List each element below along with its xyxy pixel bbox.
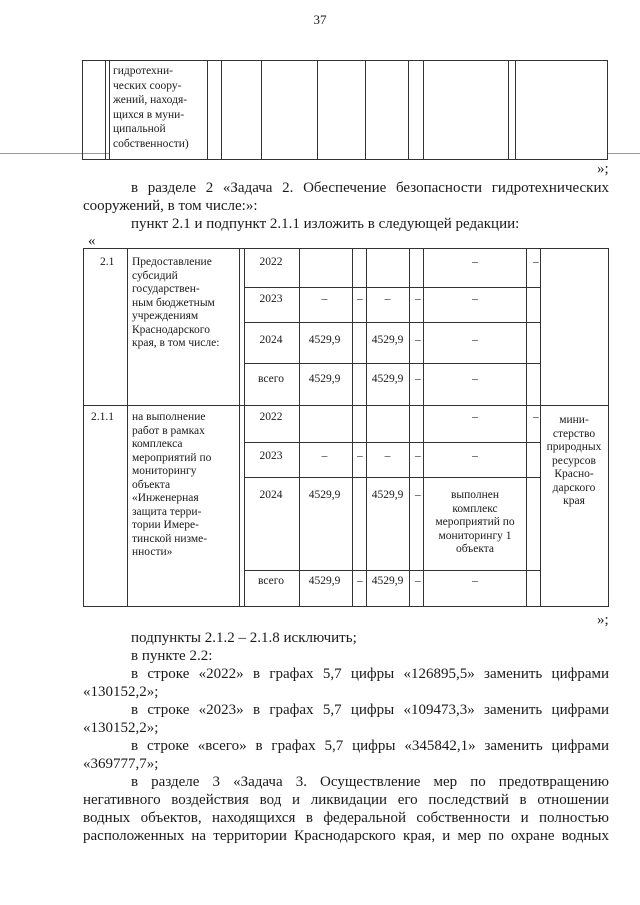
dash-cell: – (357, 450, 363, 462)
text-line: щихся в муни- (113, 108, 185, 121)
dash-cell: – (415, 575, 421, 587)
result-cell: – (472, 411, 478, 423)
total-cell: – (321, 293, 328, 305)
text-line: «Инженерная (132, 492, 199, 504)
paragraph-line: расположенных на территории Краснодарского края, и мер по охране водных (83, 828, 609, 844)
text-line: объекта (455, 543, 495, 555)
year-cell: всего (258, 575, 284, 587)
text-line: тинской низме- (132, 532, 208, 545)
paragraph-line: в разделе 3 «Задача 3. Осуществление мер по предотвращению (131, 774, 609, 790)
table-rule (317, 61, 318, 159)
row-number: 2.1 (100, 256, 115, 268)
dash-cell: – (533, 256, 539, 268)
row-name (132, 256, 237, 351)
text-line: нности» (132, 546, 173, 558)
text-line: комплекса (132, 438, 183, 450)
table-rule (352, 249, 353, 606)
text-line: природных (546, 441, 602, 453)
table-rule (244, 442, 540, 443)
text-line: комплекс (452, 502, 498, 515)
open-quote: « (88, 233, 96, 249)
paragraph-line: в строке «2022» в графах 5,7 цифры «126895,5» заменить цифрами (131, 666, 609, 682)
table-rule (365, 61, 366, 159)
table-rule (526, 249, 527, 606)
dash-cell: – (357, 293, 363, 305)
result-cell: – (472, 373, 478, 385)
text-line: ным бюджетным (132, 296, 215, 309)
table-rule (515, 61, 516, 159)
dash-cell: – (533, 411, 539, 423)
executor-cell (541, 414, 607, 509)
table-rule (239, 249, 240, 606)
text-line: работ в рамках (132, 424, 205, 437)
paragraph-line: водных объектов, находящихся в федеральной собственности и полностью (83, 810, 609, 826)
paragraph-line: в разделе 2 «Задача 2. Обеспечение безопасности гидротехнических (131, 180, 609, 196)
year-cell: 2022 (259, 411, 283, 423)
text-line: собственности) (113, 137, 189, 150)
table-rule (127, 249, 128, 606)
paragraph-line: подпункты 2.1.2 – 2.1.8 исключить; (131, 630, 357, 646)
text-line: на выполнение (132, 411, 206, 423)
text-line: Красно- (554, 468, 594, 480)
paragraph-line: в строке «всего» в графах 5,7 цифры «345842,1» заменить цифрами (131, 738, 609, 754)
text-line: Предоставление (132, 256, 212, 268)
value-cell: 4529,9 (371, 373, 404, 385)
year-cell: 2023 (259, 293, 283, 305)
year-cell: 2023 (259, 450, 283, 462)
table-rule (423, 249, 424, 606)
year-cell: 2024 (259, 489, 283, 501)
text-line: края, в том числе: (132, 337, 220, 349)
text-line: мини- (559, 414, 589, 426)
table-rule (105, 61, 106, 159)
row-name (132, 411, 237, 560)
table-rule (221, 61, 222, 159)
text-line: Краснодарского (132, 323, 210, 336)
scan-line (608, 153, 640, 154)
text-line: государствен- (132, 283, 200, 295)
dash-cell: – (415, 293, 421, 305)
paragraph-line: пункт 2.1 и подпункт 2.1.1 изложить в следующей редакции: (131, 216, 520, 232)
dash-cell: – (415, 450, 421, 462)
closing-quote: »; (597, 161, 609, 177)
total-cell: – (321, 450, 328, 462)
table-rule (244, 287, 540, 288)
table-rule (409, 249, 410, 606)
paragraph-line: «130152,2»; (83, 684, 159, 700)
text-line: выполнен (450, 489, 500, 501)
text-line: ципальной (113, 123, 166, 135)
dash-cell: – (357, 575, 363, 587)
total-cell: 4529,9 (308, 575, 341, 587)
text-line: мониторингу (132, 465, 197, 477)
result-cell: – (472, 575, 478, 587)
result-cell: – (472, 450, 478, 462)
text-line: ческих соору- (113, 79, 182, 92)
text-line: учреждениям (132, 310, 199, 322)
value-cell: 4529,9 (371, 575, 404, 587)
row-number: 2.1.1 (91, 411, 114, 423)
text-line: субсидий (132, 269, 178, 282)
result-cell (425, 489, 525, 557)
value-cell: – (384, 450, 391, 462)
paragraph-line: сооружений, в том числе:»: (83, 198, 258, 214)
table-rule (244, 477, 540, 478)
paragraph-line: в пункте 2.2: (131, 648, 213, 664)
table-rule (84, 405, 608, 406)
result-cell: – (472, 293, 478, 305)
dash-cell: – (415, 334, 421, 346)
table-rule (261, 61, 262, 159)
year-cell: 2022 (259, 256, 283, 268)
text-line: дарского (552, 481, 596, 494)
value-cell: – (384, 293, 391, 305)
text-line: жений, находя- (113, 94, 188, 106)
result-cell: – (472, 256, 478, 268)
text-line: защита терри- (132, 505, 202, 518)
text-line: объекта (132, 478, 171, 491)
table-rule (508, 61, 509, 159)
table-rule (244, 570, 540, 571)
paragraph-line: негативного воздействия вод и ликвидации его последствий в отношении (83, 792, 609, 808)
total-cell: 4529,9 (308, 334, 341, 346)
value-cell: 4529,9 (371, 334, 404, 346)
paragraph-line: в строке «2023» в графах 5,7 цифры «109473,3» заменить цифрами (131, 702, 609, 718)
text-line: ресурсов (552, 454, 596, 467)
table-rule (109, 61, 110, 159)
text-line: мероприятий по (132, 451, 212, 464)
paragraph-line: «130152,2»; (83, 720, 159, 736)
page-number: 37 (313, 12, 327, 27)
text-line: мероприятий по (435, 516, 515, 528)
dash-cell: – (415, 489, 421, 501)
year-cell: 2024 (259, 334, 283, 346)
paragraph-line: «369777,7»; (83, 756, 159, 772)
table-rule (423, 61, 424, 159)
total-cell: 4529,9 (308, 373, 341, 385)
fragment-cell-text (113, 64, 213, 151)
result-cell: – (472, 334, 478, 346)
text-line: стерство (552, 427, 596, 440)
text-line: тории Имере- (132, 519, 199, 531)
text-line: края (563, 495, 585, 507)
text-line: мониторингу 1 (438, 529, 512, 542)
value-cell: 4529,9 (371, 489, 404, 501)
closing-quote: »; (597, 612, 609, 628)
year-cell: всего (258, 373, 284, 385)
table-rule (244, 363, 540, 364)
table-rule (244, 322, 540, 323)
total-cell: 4529,9 (308, 489, 341, 501)
text-line: гидротехни- (113, 65, 173, 77)
table-rule (408, 61, 409, 159)
dash-cell: – (415, 373, 421, 385)
